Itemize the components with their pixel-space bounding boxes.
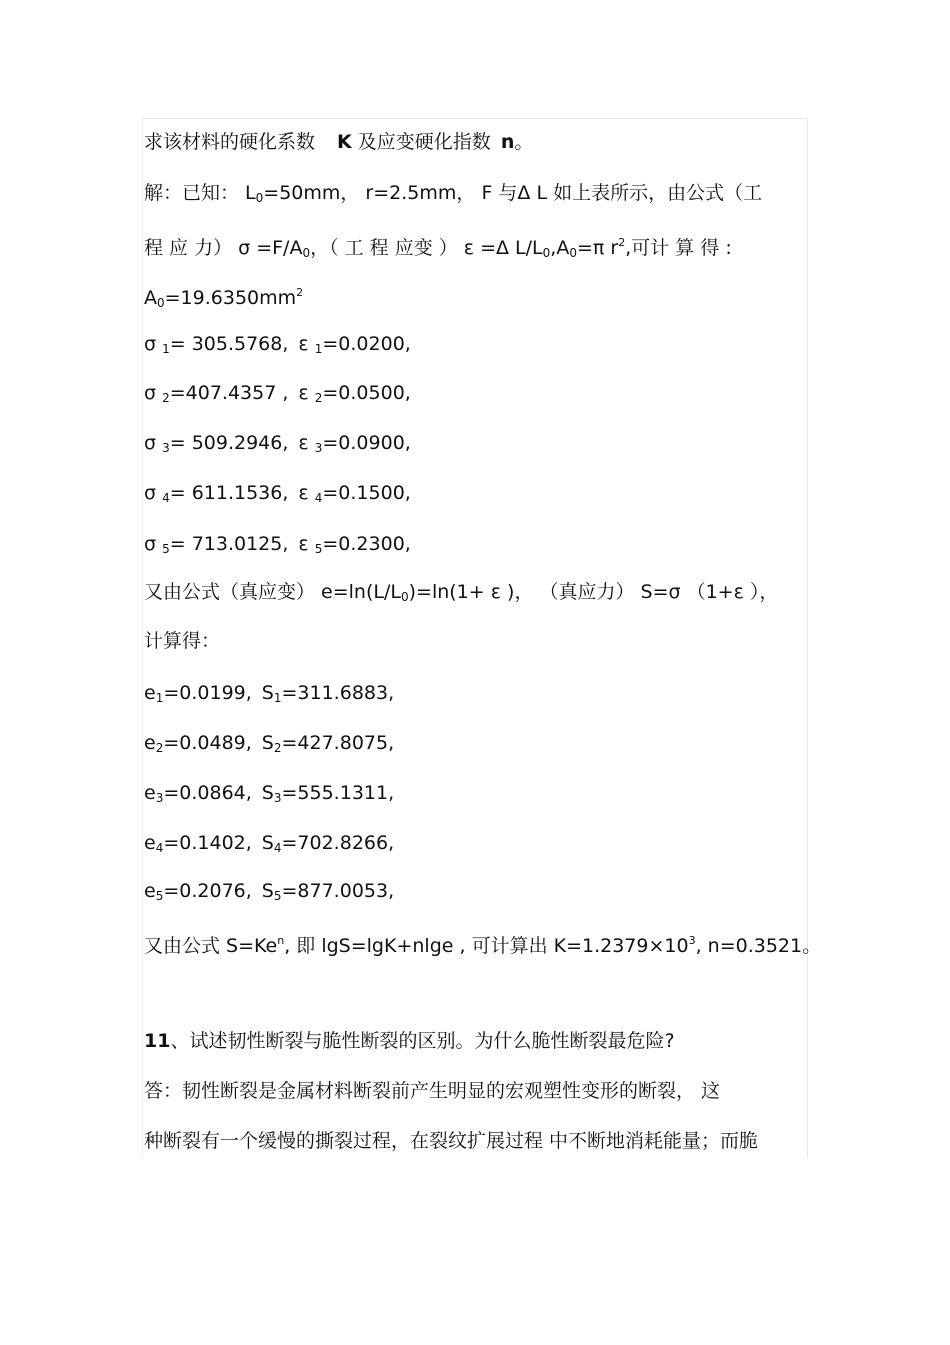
e-s-row: $e_4=0.1402$, $S_4=702.8266$, <box>144 832 395 855</box>
sigma-epsilon-row: σ $_4$= 611.1536, ε $_4$=0.1500, <box>144 482 411 505</box>
e-s-row: $e_1=0.0199$, $S_1=311.6883$, <box>144 682 395 705</box>
answer-11-line1: 答：韧性断裂是金属材料断裂前产生明显的宏观塑性变形的断裂， 这 <box>144 1080 721 1102</box>
e-s-row: $e_2=0.0489$, $S_2=427.8075$, <box>144 732 395 755</box>
page-frame <box>142 118 808 1159</box>
sigma-epsilon-row: σ $_2$=407.4357 , ε $_2$=0.0500, <box>144 382 411 405</box>
e-s-row: $e_5=0.2076$, $S_5=877.0053$, <box>144 880 395 903</box>
solution-given: 解：已知： $L_0=50mm$， r=2.5mm， F 与Δ L 如上表所示，由公式（工 <box>144 182 763 205</box>
calc-label: 计算得： <box>144 630 221 652</box>
area-result: $A_0=19.6350mm^2$ <box>144 286 304 310</box>
formula-engineering: 程 应 力） $\sigma =F/A_0$，（ 工 程 应变 ） ε =Δ $L/L_0,A_0=\pi$ $r^2$,可计 算 得 : <box>144 236 732 260</box>
question-11: 11、试述韧性断裂与脆性断裂的区别。为什么脆性断裂最危险? <box>144 1030 675 1052</box>
sigma-epsilon-row: σ $_1$= 305.5768, ε $_1$=0.0200, <box>144 333 411 356</box>
sigma-epsilon-row: σ $_3$= 509.2946, ε $_3$=0.0900, <box>144 432 411 455</box>
e-s-row: $e_3=0.0864$, $S_3=555.1311$, <box>144 782 395 805</box>
sigma-epsilon-row: σ $_5$= 713.0125, ε $_5$=0.2300, <box>144 533 411 556</box>
problem-statement: 求该材料的硬化系数 K 及应变硬化指数 n。 <box>144 131 534 153</box>
formula-true: 又由公式（真应变） $e=\ln(L/L_0)=\ln(1+ \varepsilon$ )， （真应力） S=σ （1+ε ）， <box>144 581 779 604</box>
result-k-n: 又由公式 $S=Ke^n$, 即 lgS=lgK+nlge , 可计算出 $K=1.2379\times 10^3$, n=0.3521。 <box>144 934 822 957</box>
answer-11-line2: 种断裂有一个缓慢的撕裂过程，在裂纹扩展过程 中不断地消耗能量；而脆 <box>144 1130 759 1152</box>
